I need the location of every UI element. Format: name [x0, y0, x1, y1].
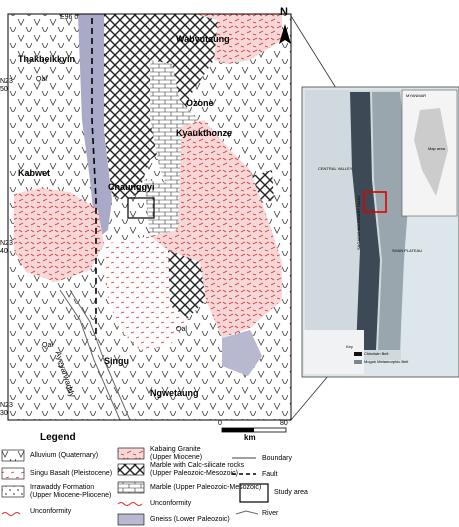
legend-label-granite: Kabaing Granite (Upper Miocene) [150, 446, 203, 461]
inset-label-central-valley: CENTRAL VALLEY [318, 166, 353, 171]
place-ngwetaung: Ngwetaung [150, 388, 199, 398]
legend-label-basalt: Singu Basalt (Pleistocene) [30, 470, 113, 477]
place-thakbeikkyin: Thakbeikkyin [18, 54, 76, 64]
legend-swatch-alluvium [2, 450, 24, 461]
legend-label-marble: Marble (Upper Paleozoic-Mesozoic) [150, 484, 262, 491]
inset-key-swatch-1 [354, 352, 362, 356]
legend-label-gneiss: Gneiss (Lower Paleozoic) [150, 516, 230, 523]
legend-label-fault: Fault [262, 471, 278, 478]
legend-swatch-gneiss [118, 514, 144, 525]
legend-label-boundary: Boundary [262, 455, 292, 462]
place-wabyutaung: Wabyutaung [176, 34, 230, 44]
legend-label-river: River [262, 510, 279, 517]
inset-key-item: Chindwin Belt [364, 351, 389, 356]
legend-swatch-granite [118, 448, 144, 459]
legend-swatch-irrawaddy [2, 486, 24, 497]
inset-key-item: Mogok Metamorphic Belt [364, 359, 409, 364]
inset-label-map-area: Map area [428, 146, 445, 151]
legend-label-unconformity: Unconformity [30, 508, 72, 515]
longitude-label: E96 0' [60, 14, 80, 21]
legend-swatch-marble [118, 482, 144, 493]
scale-start-label: 0 [218, 420, 222, 427]
place-ozone: Ozone [186, 98, 214, 108]
qal-label: Qal [36, 76, 47, 83]
legend-swatch-unconformity-2 [118, 503, 142, 506]
place-singu: Singu [104, 356, 129, 366]
qal-label: Qal [42, 342, 53, 349]
inset-key-title: Key [346, 344, 353, 349]
qal-label: Qal [176, 326, 187, 333]
inset-label-sagaing-fault: SAGAING BOUNDARY FAULT [356, 194, 361, 250]
legend-label-alluvium: Alluvium (Quaternary) [30, 452, 99, 459]
scale-unit-label: km [244, 433, 256, 442]
place-chaunggyi: Chaunggyi [108, 182, 155, 192]
inset-label-myanmar: MYANMAR [406, 93, 427, 98]
river-label-ayeyarwaddy: Ayeyarwaddy [53, 350, 77, 399]
latitude-label: N23 40 [0, 240, 13, 255]
legend-label-irrawaddy: Irrawaddy Formation (Upper Miocene-Pliocene) [30, 484, 112, 499]
north-label: N [280, 6, 288, 18]
legend-label-study-area: Study area [274, 489, 308, 496]
legend-swatch-river [236, 511, 258, 514]
legend-swatch-basalt [2, 468, 24, 479]
legend-label-unconformity-2: Unconformity [150, 500, 192, 507]
legend-title: Legend [40, 432, 76, 443]
legend-label-marble-calc: Marble with Calc-silicate rocks (Upper Paleozoic-Mesozoic) [150, 462, 245, 477]
inset-label-shan-plateau: SHAN PLATEAU [392, 248, 423, 253]
place-kabwet: Kabwet [18, 168, 51, 178]
latitude-label: N23 30 [0, 402, 13, 417]
scale-end-label: 80 [280, 420, 288, 427]
scale-bar-segment [222, 428, 254, 432]
connector-line [291, 16, 336, 88]
inset-key-swatch-2 [354, 360, 362, 364]
legend-swatch-marble-calc [118, 464, 144, 475]
latitude-label: N23 50 [0, 78, 13, 93]
place-kyaukthonze: Kyaukthonze [176, 128, 233, 138]
legend-swatch-unconformity-1 [2, 513, 20, 516]
